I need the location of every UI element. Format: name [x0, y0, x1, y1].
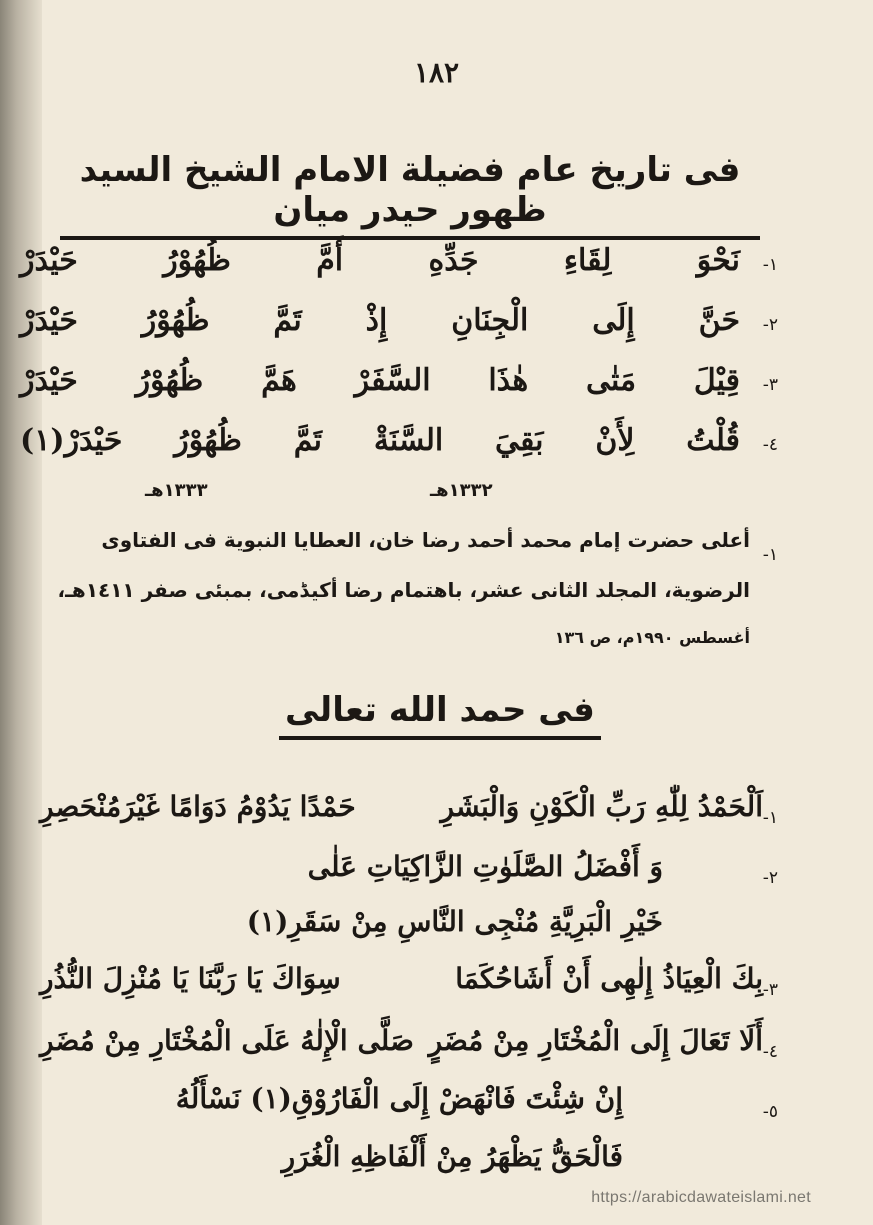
word: هَمَّ [261, 362, 297, 398]
tarikh-row-4 [20, 418, 740, 462]
word: السَّفَرْ [354, 362, 431, 398]
word: حَنَّ [698, 302, 740, 338]
footnote-number: -١ [762, 545, 778, 565]
tarikh-row-1 [20, 238, 740, 282]
word: السَّنَةْ [373, 422, 444, 458]
verse-continuation: فَالْحَقُّ يَظْهَرُ مِنْ أَلْفَاظِهِ الْغُرَرِ [281, 1140, 623, 1173]
verse-first-hemistich: أَلَا تَعَالَ إِلَى الْمُخْتَارِ مِنْ مُضَرٍ [428, 1024, 763, 1057]
word: بَقِيَ [495, 422, 544, 458]
row-number: -٢ [762, 315, 778, 335]
verse-second-hemistich: سِوَاكَ يَا رَبَّنَا يَا مُنْزِلَ النُّذُرِ [40, 962, 341, 995]
word: مَتٰى [585, 362, 637, 398]
word: تَمَّ [293, 422, 323, 458]
word: أَمَّ [316, 242, 344, 278]
verse-number: -١ [762, 808, 778, 828]
word: حَيْدَرْ [20, 242, 78, 278]
word: لِأَنْ [595, 422, 635, 458]
date-label: ١٣٣٢هـ [430, 480, 493, 501]
heading-hamd-text: فى حمد الله تعالى [279, 690, 601, 740]
page-number: ١٨٢ [413, 56, 460, 89]
verse-continuation: خَيْرِ الْبَرِيَّةِ مُنْجِى النَّاسِ مِنْ سَقَرِ(١) [246, 905, 663, 938]
verse-first-hemistich: إِنْ شِئْتَ فَانْهَضْ إِلَى الْفَارُوْقِ(١) نَسْأَلُهُ [175, 1082, 623, 1115]
tarikh-row-2 [20, 298, 740, 342]
heading-tarikh-text: فى تاريخ عام فضيلة الامام الشيخ السيد ظهور حيدر ميان [60, 150, 760, 240]
verse-first-hemistich: اَلْحَمْدُ لِلّٰهِ رَبِّ الْكَوْنِ وَالْبَشَرِ [440, 790, 763, 823]
word: حَيْدَرْ(١) [20, 422, 123, 458]
row-number: -١ [762, 255, 778, 275]
word: لِقَاءِ [563, 242, 612, 278]
word: حَيْدَرْ [20, 302, 78, 338]
row-number: -٣ [762, 375, 778, 395]
word: ظُهُوْرُ [141, 302, 210, 338]
watermark-url: https://arabicdawateislami.net [591, 1189, 811, 1206]
word: قِيْلَ [693, 362, 740, 398]
verse-number: -٣ [762, 980, 778, 1000]
word: حَيْدَرْ [20, 362, 78, 398]
section-heading-hamd [120, 690, 760, 740]
word: ظُهُوْرُ [135, 362, 204, 398]
verse-number: -٤ [762, 1042, 778, 1062]
verse-second-hemistich: صَلَّى الْإِلٰهُ عَلَى الْمُخْتَارِ مِنْ مُضَرِ [40, 1024, 414, 1057]
verse-number: -٥ [762, 1102, 778, 1122]
word: ظُهُوْرُ [163, 242, 231, 278]
tarikh-row-3 [20, 358, 740, 402]
verse-number: -٢ [762, 868, 778, 888]
word: جَدِّهِ [428, 242, 479, 278]
footnote-line: أغسطس ١٩٩٠م، ص ١٣٦ [554, 628, 750, 647]
word: قُلْتُ [686, 422, 740, 458]
footnote-line: الرضوية، المجلد الثانى عشر، باهتمام رضا أكيڈمى، بمبئى صفر ١٤١١هـ، [57, 578, 750, 602]
word: إِلَى [592, 302, 635, 338]
verse-second-hemistich: حَمْدًا يَدُوْمُ دَوَامًا غَيْرَمُنْحَصِرِ [40, 790, 356, 823]
row-number: -٤ [762, 435, 778, 455]
word: الْجِنَانِ [451, 302, 529, 338]
verse-first-hemistich: بِكَ الْعِيَاذُ إِلٰهِى أَنْ أَشَاحُكَمَا [455, 962, 763, 995]
footnote-line: أعلى حضرت إمام محمد أحمد رضا خان، العطايا النبوية فى الفتاوى [101, 528, 750, 552]
word: تَمَّ [273, 302, 302, 338]
word: إِذْ [365, 302, 388, 338]
word: نَحْوَ [696, 242, 740, 278]
verse-first-hemistich: وَ أَفْضَلُ الصَّلَوٰتِ الزَّاكِيَاتِ عَلٰى [307, 850, 663, 883]
section-heading-tarikh [60, 150, 760, 240]
binding-shadow [0, 0, 42, 1225]
date-label: ١٣٣٣هـ [145, 480, 208, 501]
word: ظُهُوْرُ [174, 422, 242, 458]
word: هٰذَا [488, 362, 529, 398]
